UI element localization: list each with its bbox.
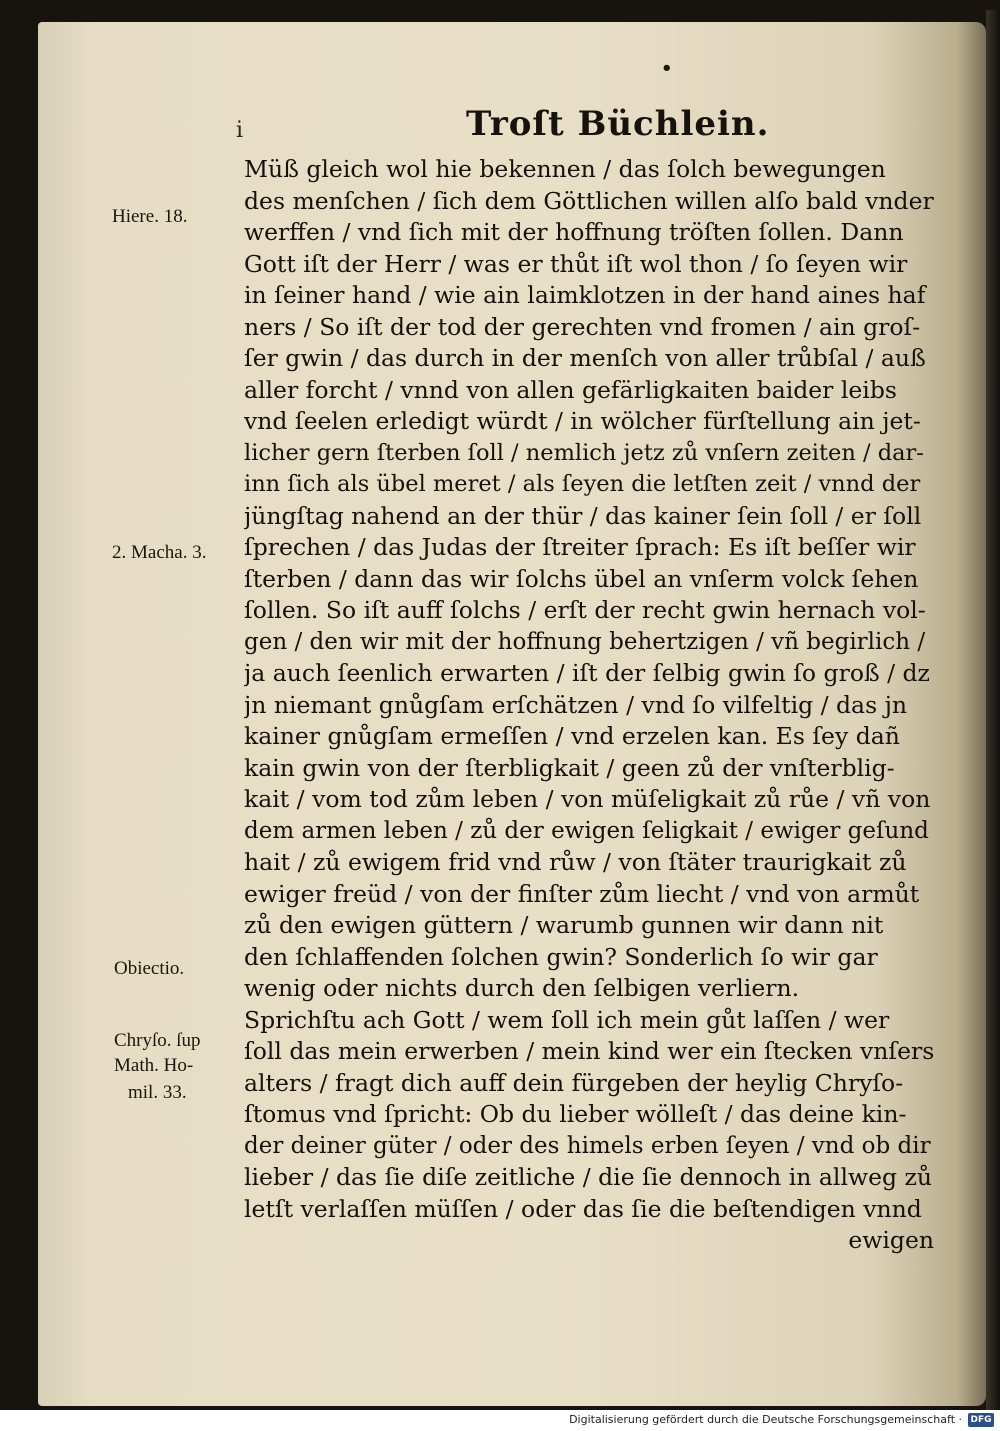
text-line: hait / zů ewigem frid vnd růw / von ſtäter traurigkait zů [244,848,907,876]
text-line: in ſeiner hand / wie ain laimklotzen in der hand aines haf [244,281,926,309]
text-line: werffen / vnd ſich mit der hoffnung tröſten ſollen. Dann [244,218,904,246]
page-mark: • [661,58,673,79]
text-line: inn ſich als übel meret / als ſeyen die letſten zeit / vnnd der [244,471,921,497]
text-line: ſollen. So iſt auff ſolchs / erſt der recht gwin hernach vol- [244,596,926,624]
text-line: des menſchen / ſich dem Göttlichen willen alſo bald vnder [244,186,934,215]
text-line: vnd ſeelen erledigt würdt / in wölcher fürſtellung ain jet- [244,407,921,435]
text-line: kainer gnůgſam ermeſſen / vnd erzelen kan. Es ſey dañ [244,722,900,750]
text-line: gen / den wir mit der hoffnung behertzigen / vñ begirlich / [244,628,926,655]
running-head: Troſt Büchlein. [466,104,770,144]
text-line: jüngſtag nahend an der thür / das kainer ſein ſoll / er ſoll [244,501,922,530]
footer-bar [0,1410,1000,1431]
catchword: ewigen [848,1226,934,1254]
text-line: zů den ewigen güttern / warumb gunnen wir dann nit [244,911,884,939]
text-line: ſoll das mein erwerben / mein kind wer ein ſtecken vnſers [244,1037,934,1065]
text-line: kain gwin von der ſterbligkait / geen zů der vnſterblig- [244,753,895,782]
text-line: ſtomus vnd ſpricht: Ob du lieber wölleſt / das deine kin- [244,1100,907,1128]
dfg-logo-icon: DFG [968,1413,994,1427]
funding-notice: Digitalisierung gefördert durch die Deutsche Forschungsgemeinschaft · [569,1413,962,1426]
text-line: ja auch ſeenlich erwarten / iſt der ſelbig gwin ſo groß / dz [244,659,930,687]
text-line: dem armen leben / zů der ewigen ſeligkait / ewiger geſund [244,817,929,844]
head-ornament: i [236,118,244,143]
margin-gloss: Hiere. 18. [112,206,188,227]
text-line: Sprichſtu ach Gott / wem ſoll ich mein gůt laſſen / wer [244,1005,890,1034]
margin-gloss: Obiectio. [114,958,185,979]
text-line: ſprechen / das Judas der ſtreiter ſprach: Es iſt beſſer wir [244,533,916,561]
text-line: ewiger freüd / von der finſter zům liecht / vnd von armůt [244,879,920,908]
text-line: ſterben / dann das wir ſolchs übel an vnſerm volck ſehen [244,564,919,593]
text-line: lieber / das ſie diſe zeitliche / die ſie dennoch in allweg zů [244,1163,933,1191]
text-line: den ſchlaffenden ſolchen gwin? Sonderlich ſo wir gar [244,942,878,971]
text-line: letſt verlaſſen müſſen / oder das ſie die beſtendigen vnnd [244,1194,922,1223]
margin-gloss: mil. 33. [128,1082,187,1103]
page-edge-shadow [986,10,1000,1410]
text-line: ſer gwin / das durch in der menſch von aller trůbſal / auß [244,344,926,372]
text-line: aller forcht / vnnd von allen gefärligkaiten baider leibs [244,375,897,404]
text-line: Müß gleich wol hie bekennen / das ſolch bewegungen [244,155,886,183]
text-line: licher gern ſterben ſoll / nemlich jetz zů vnſern zeiten / dar- [244,439,924,466]
margin-gloss: 2. Macha. 3. [112,542,207,563]
text-line: der deiner güter / oder des himels erben ſeyen / vnd ob dir [244,1132,931,1159]
text-line: kait / vom tod zům leben / von müſeligkait zů růe / vñ von [244,785,931,813]
text-line: wenig oder nichts durch den ſelbigen verliern. [244,974,800,1002]
text-line: alters / fragt dich auff dein fürgeben der heylig Chryſo- [244,1068,904,1097]
text-line: ners / So iſt der tod der gerechten vnd fromen / ain groſ- [244,312,921,341]
text-line: Gott iſt der Herr / was er thůt iſt wol thon / ſo ſeyen wir [244,249,908,278]
margin-gloss: Math. Ho- [114,1055,194,1076]
text-line: jn niemant gnůgſam erſchätzen / vnd ſo vilfeltig / das jn [244,690,908,719]
body-text [244,154,934,1257]
margin-gloss: Chryſo. ſup [114,1030,201,1051]
